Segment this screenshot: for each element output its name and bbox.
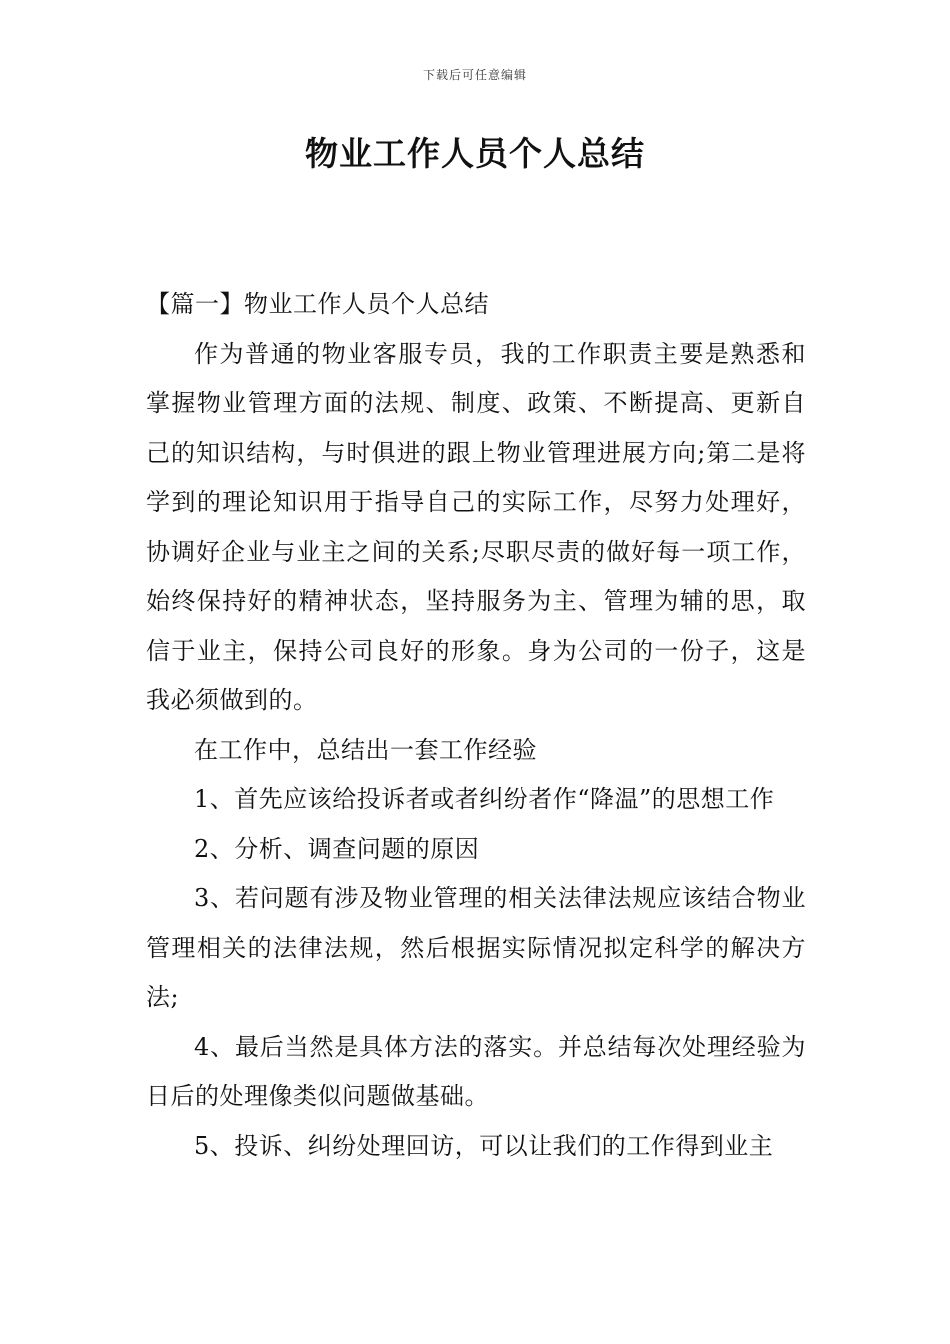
list-item-4: 4、最后当然是具体方法的落实。并总结每次处理经验为日后的处理像类似问题做基础。 bbox=[146, 1032, 806, 1110]
list-item-3: 3、若问题有涉及物业管理的相关法律法规应该结合物业管理相关的法律法规，然后根据实际情况拟定科学的解决方法; bbox=[146, 884, 806, 1011]
list-item-2: 2、分析、调查问题的原因 bbox=[194, 834, 480, 863]
header-note: 下载后可任意编辑 bbox=[422, 68, 527, 82]
paragraph-experience-lead: 在工作中，总结出一套工作经验 bbox=[194, 735, 537, 764]
list-item-1: 1、首先应该给投诉者或者纠纷者作“降温”的思想工作 bbox=[194, 785, 775, 813]
list-item-5: 5、投诉、纠纷处理回访，可以让我们的工作得到业主 bbox=[194, 1131, 774, 1160]
paragraph-intro: 作为普通的物业客服专员，我的工作职责主要是熟悉和掌握物业管理方面的法规、制度、政策、不断提高、更新自己的知识结构，与时俱进的跟上物业管理进展方向;第二是将学到的理论知识用于指导自己的实际工作，尽努力处理好，协调好企业与业主之间的关系;尽职尽责的做好每一项工作，始终保持好的精神状态，坚持服务为主、管理为辅的思，取信于业主，保持公司良好的形象。身为公司的一份子，这是我必须做到的。 bbox=[146, 339, 806, 714]
document-title: 物业工作人员个人总结 bbox=[305, 134, 645, 173]
section-heading: 【篇一】物业工作人员个人总结 bbox=[146, 290, 489, 318]
document-body bbox=[146, 280, 806, 1171]
